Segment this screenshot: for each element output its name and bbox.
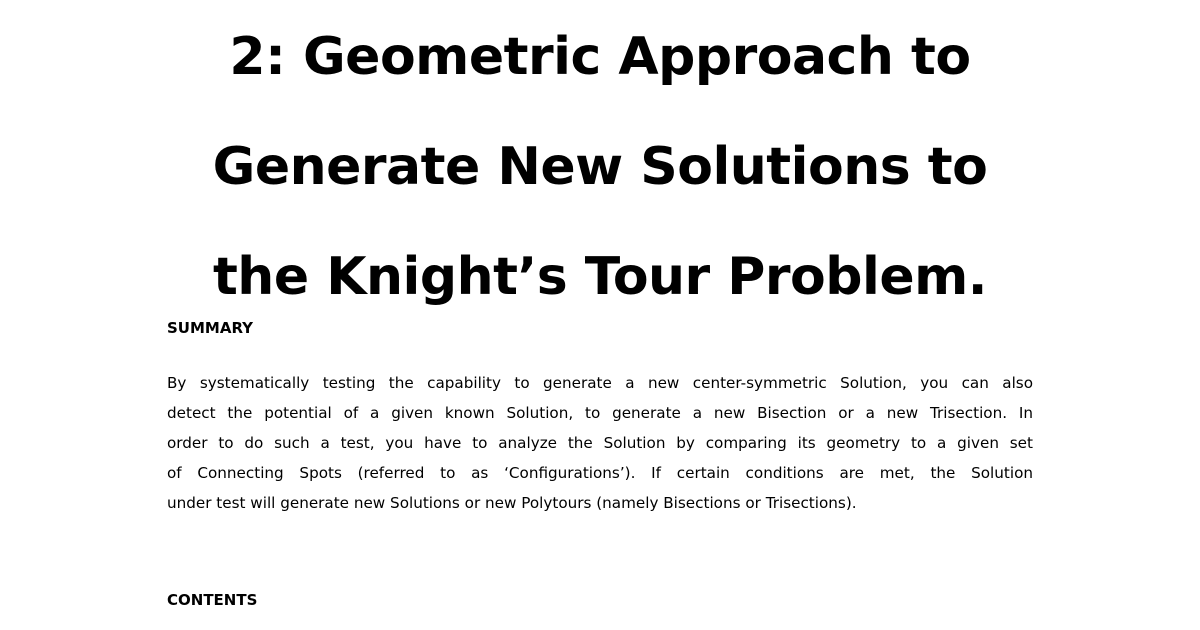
contents-heading: CONTENTS <box>167 591 258 609</box>
summary-paragraph <box>167 368 1033 518</box>
summary-heading: SUMMARY <box>167 319 254 337</box>
summary-line-5: under test will generate new Solutions or new Polytours (namely Bisections or Trisections). <box>167 494 857 512</box>
summary-line-3: order to do such a test, you have to analyze the Solution by comparing its geometry to a given set <box>167 434 1033 452</box>
title-line-3: the Knight’s Tour Problem. <box>212 247 988 307</box>
title-line-1: 2: Geometric Approach to <box>229 27 971 87</box>
document-title <box>0 2 1200 332</box>
summary-line-1: By systematically testing the capability to generate a new center-symmetric Solution, you can also <box>167 374 1033 392</box>
summary-line-4: of Connecting Spots (referred to as ‘Configurations’). If certain conditions are met, the Solution <box>167 464 1033 482</box>
title-line-2: Generate New Solutions to <box>212 137 988 197</box>
summary-line-2: detect the potential of a given known Solution, to generate a new Bisection or a new Trisection. In <box>167 404 1033 422</box>
